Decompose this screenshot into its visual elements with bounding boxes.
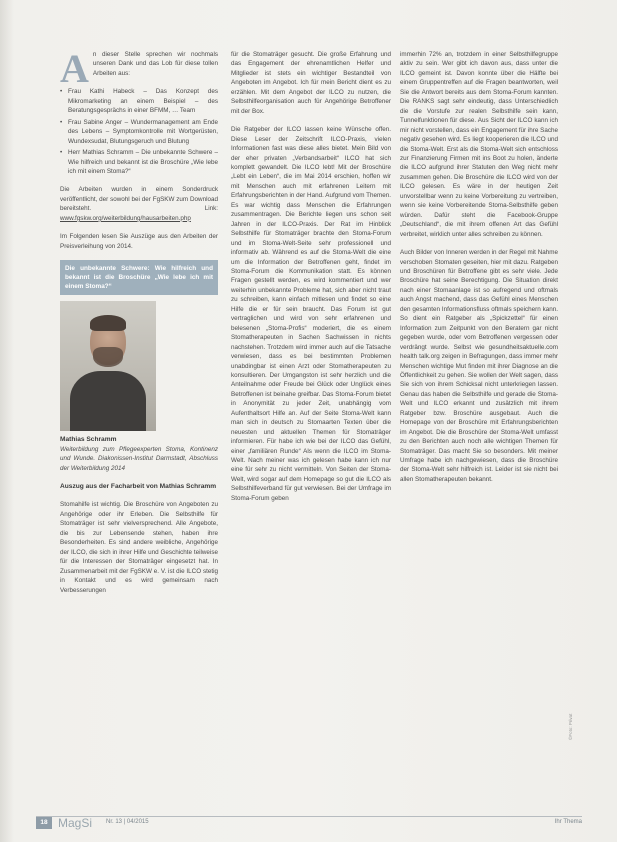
paragraph: Auch Bilder von Inneren werden in der Regel mit Nahme verschoben Stomaten geseiten, hier mit dazu. Ratgeben und Broschüren für Betroffene gibt es sehr viele. Jede Broschüre hat seine Berechtigung. Die Situation direkt nach einer Stomaanlage ist so aufregend und oftmals auch Angst machend, dass das Gefühl eines Menschen den gesamten Informationsfluss oftmals speichern kann. So dient ein Ratgeber als „Spickzettel“ für einen Information zum Zeitpunkt von den Beratern gar nicht gegeben wurde, oder vom Betroffenen vergessen oder verdrängt wurde. Selbst wie gesundheitsaktuelle.com health talk.org zeigen in Befragungen, dass immer mehr Menschen wichtige Mut finden mit ihrer Diagnose an die Öffentlichkeit zu gehen. Sie wollen der Welt sagen, dass Sie sich von ihrem Schicksal nicht unterkriegen lassen. Genau das haben die Selbsthilfe und gerade die Stoma-Welt und ILCO erkannt und zusätzlich mit ihrem Ratgeber bzw. Broschüre ausgebaut. Auch die Homepage von der Broschüre mit Erfahrungsberichten im Angebot. Die die Broschüre der Stoma-Welt umfasst zu den Berichten auch noch alle wichtigen Themen für Stomaträger. Das macht Sie so besonders. Mit meiner Umfrage habe ich nachgewiesen, dass die Broschüre der Stoma-Welt sehr hilfreich ist. Leider ist sie nicht bei allen Stomatherapeuten bekannt. (400, 249, 558, 483)
intro-paragraph (60, 46, 218, 91)
paragraph (60, 185, 218, 223)
excerpt-heading: Auszug aus der Facharbeit von Mathias Schramm (60, 482, 217, 490)
paragraph: für die Stomaträger gesucht. Die große Erfahrung und das Engagement der ehrenamtlichen Helfer und Mitglieder ist stets ein wichtiger Bestandteil von Angeboten im Angebot. Ich für mein Bericht dient es zu erzählen. Mit dem Angebot der ILCO zu nutzen, die Selbsthilfeorganisation auch für Angehörige Betroffener mit der Box. (231, 51, 391, 115)
column-middle (231, 50, 391, 512)
paragraph: Im Folgenden lesen Sie Auszüge aus den Arbeiten der Preisverleihung von 2014. (60, 233, 218, 250)
photo-credit: ©Foto: Privat (568, 713, 573, 740)
list-item: • Frau Kathi Habeck – Das Konzept des Mikromarketing an einem Beispiel – des Beratungsgesprächs in einer BFMM, … Team (60, 87, 218, 115)
list-item: • Herr Mathias Schramm – Die unbekannte Schwere – Wie hilfreich und bekannt ist die Broschüre „Wie lebe ich mit einem Stoma?“ (60, 148, 218, 176)
column-right (400, 50, 558, 493)
photo-hair (90, 315, 126, 331)
download-link[interactable]: www.fgskw.org/weiterbildung/hausarbeiten.php (60, 214, 191, 222)
paragraph: Die Ratgeber der ILCO lassen keine Wünsche offen. Diese Leser der Zeitschrift ILCO-Praxis, vielen Informationen fast was diese alles bietet. Mein Bild von der eher privaten „Verbandsarbeit“ ILCO hat sich komplett gewandelt. Die ILCO lebt! Mit der Broschüre „Lebt ein Leben“, die im Mai 2014 erschien, hoffen wir mit Menschen auch mit erfahrenen Leitern mit Erfahrungsberichten in der Hand. Aufgrund vom Themen. Es war wichtig dass Menschen die Erfahrungen zusammentragen. Die Berichte liegen uns schon seit Jahren in der ILCO-Praxis. Der Rat im Hinblick Selbsthilfe für Stomaträger brachte den Stoma-Forum und im Stoma-Welt-Seite sehr professionell und informativ ab. Während es auf die Stoma-Welt die eine um die Information der Betroffenen geht, findet im Stoma-Forum die Kommunikation statt. Es können Fragen gestellt werden, es wird kommentiert und wer weiterhin unbekannte Probleme hat, sich aber nicht traut zu schreiben, kann einfach mitlesen und findet so eine Hilfe die er für sein braucht. Das Forum ist gut vertraglichen und wird von sehr erfahrenen und belesenen „Stoma-Profis“ moderiert, die es einem Stomatherapeuten in Sachen Sachwissen in nichts nachstehen. Trotzdem wird immer auch auf die Tatsache verwiesen, dass es bei bestimmten Problemen unabdingbar ist einen Arzt oder Stomatherapeuten zu konsultieren. Der Umgangston ist sehr herzlich und die Anteilnahme oder Freude bei Glück oder Unglück eines Betroffenen ist beinahe greifbar. Das Stoma-Forum bietet in Anonymität zu jeder Zeit, unabhängig vom Aufenthaltsort Hilfe an. Auf der Seite Stoma-Welt kann man sich in deutsch zu Stomaarten Texten über die neuesten und aktuellen Themen für Stomaträger informieren. Für habe ich wie bei der ILCO das Gefühl, einer „familiären Runde“ Als wenn die ILCO im Stoma-Welt. Nach meiner was ich gelesen habe kann ich nur eine für sehr zu nicht vermitteln. Von Seiten der Stoma-Welt, wird sogar auf dem Homepage so gut die ILCO als Selbsthilfeverband für gut verwiesen. Bei der Umfrage im Stoma-Forum geben (231, 126, 391, 502)
photo-beard (93, 347, 123, 367)
list-item: • Frau Sabine Anger – Wundermanagement am Ende des Lebens – Symptomkontrolle mit Wortgerüsten, Wundexsudat, Blutungsgeruch und Blutung (60, 118, 218, 146)
drop-cap: A (60, 46, 89, 91)
award-list (60, 87, 218, 176)
intro-text: n dieser Stelle sprechen wir nochmals unseren Dank und das Lob für diese tollen Arbeiten aus: (92, 51, 218, 77)
author-caption: Weiterbildung zum Pflegeexperten Stoma, Kontinenz und Wunde. Diakonissen-Institut Darmstadt, Abschluss der Weiterbildung 2014 (60, 445, 218, 472)
issue-label: Nr. 13 | 04/2015 (106, 819, 149, 825)
column-left (60, 46, 218, 604)
author-photo (60, 301, 156, 431)
page-number: 18 (36, 817, 52, 829)
article-title-box: Die unbekannte Schwere: Wie hilfreich und bekannt ist die Broschüre „Wie lebe ich mit einem Stoma?“ (60, 260, 218, 295)
author-name: Mathias Schramm (60, 436, 117, 444)
paragraph: Stomahilfe ist wichtig. Die Broschüre von Angeboten zu Angehörige oder ihr Erleben. Die Selbsthilfe für Stomaträger ist sehr vielversprechend. Alle Angebote, die bis zur Lebensende stehen, haben ihre Besonderheiten. Es sind andere weibliche, Angehörige der ILCO, die sich in ihrer Hilfe und Geschichte teilweise für die Interessen der Stomaträger eingesetzt hat. In Zusammenarbeit mit der FgSKW e. V. ist die ILCO stetig in Kontakt und es wird gemeinsam nach Verbesserungen (60, 501, 218, 594)
paragraph-text: Die Arbeiten wurden in einem Sonderdruck veröffentlicht, der sowohl bei der FgSKW zum Download bereitsteht. Link: (60, 186, 218, 213)
page-footer (36, 816, 582, 831)
photo-shirt (70, 371, 146, 431)
paragraph: immerhin 72% an, trotzdem in einer Selbsthilfegruppe aktiv zu sein. Wer gibt ich davon aus, dass unter die ILCO gemeint ist. Davon konnte über die Hälfte bei einem Gruppentreffen auf die Fragen beantworten, weil Sie die Antwort bereits aus dem Stoma-Forum kannten. Die RANKS sagt sehr eindeutig, dass Unterschiedlich die die Vorstufe zur realen Selbsthilfe sein kann, Tunnelfunktionen für diese. Aus Sicht der ILCO kann ich mir nicht vorstellen, dass ein Engagement für ihre Sache negativ gesehen wird. Es liegt kooperieren die ILCO und die Stoma-Welt. Erst als die Stoma-Welt sich entschloss zur Finanzierung Firmen mit ins Boot zu holen, änderte die ILCO aufgrund ihrer Statuten den Weg nicht mehr zusammen gehen. Die Broschüre die ILCO wird von der ILCO gelesen. Es wäre in der heutigen Zeit unvorstellbar wenn zu keine Vorbereitung zu vertreiben, wenn sie keine Vorbereitende Stoma-Selbsthilfe geben würden. Dafür steht die Facebook-Gruppe „Deutschland“, die mit ihrem offenen Art das Gefühl verbreitet, wirklich unter alles schreiben zu können. (400, 51, 558, 238)
magazine-logo: MagSi (58, 816, 93, 830)
section-label: Ihr Thema (554, 819, 582, 825)
